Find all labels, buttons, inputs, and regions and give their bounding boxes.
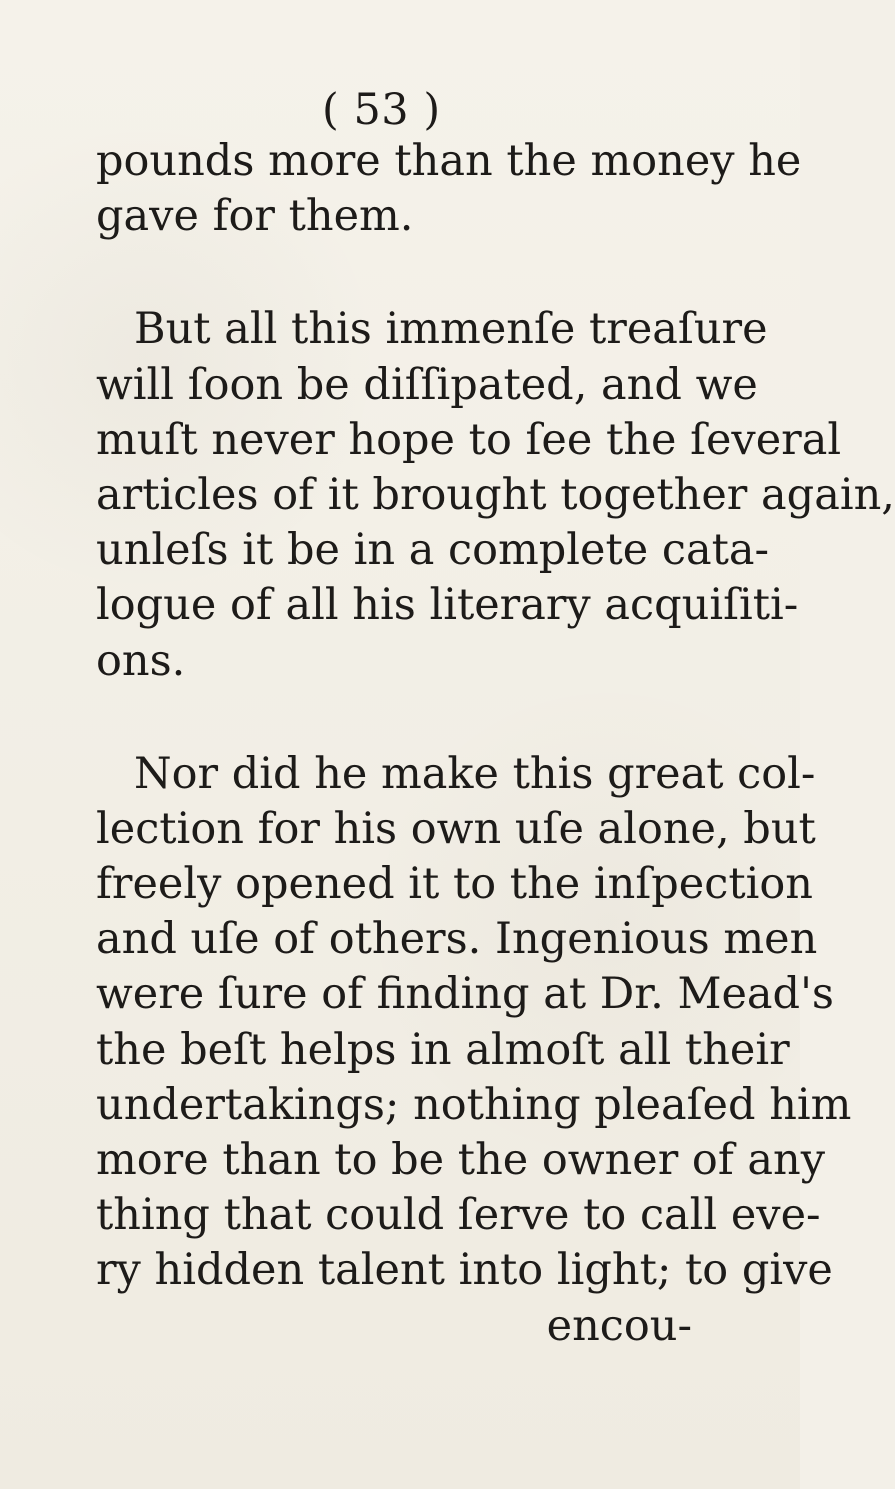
- paragraph-3: [96, 747, 852, 1354]
- paragraph-2-line-1: But all this immenſe treaſure: [134, 304, 768, 355]
- paragraph-2: [96, 302, 895, 688]
- paragraph-3-line-7: undertakings; nothing pleaſed him: [96, 1079, 852, 1130]
- paragraph-3-line-5: were ſure of finding at Dr. Mead's: [96, 969, 834, 1020]
- paragraph-2-line-2: will ſoon be diſſipated, and we: [96, 359, 758, 410]
- paragraph-3-line-1: Nor did he make this great col-: [134, 748, 816, 799]
- paragraph-3-line-4: and uſe of others. Ingenious men: [96, 914, 818, 965]
- paragraph-2-line-5: unleſs it be in a complete cata-: [96, 525, 770, 576]
- page-number: ( 53 ): [322, 85, 441, 135]
- paragraph-3-line-2: lection for his own uſe alone, but: [96, 803, 816, 854]
- paragraph-3-line-6: the beſt helps in almoſt all their: [96, 1024, 790, 1075]
- paragraph-3-line-9: thing that could ſerve to call eve-: [96, 1190, 821, 1241]
- paragraph-1-line-2: gave for them.: [96, 191, 414, 242]
- catchword: encou-: [546, 1300, 692, 1351]
- paragraph-3-line-8: more than to be the owner of any: [96, 1135, 826, 1185]
- paragraph-3-line-3: freely opened it to the inſpection: [96, 859, 813, 910]
- paragraph-2-line-4: articles of it brought together again,: [96, 469, 895, 520]
- paragraph-1: [96, 134, 802, 244]
- paragraph-2-line-7: ons.: [96, 635, 186, 686]
- paragraph-2-line-6: logue of all his literary acquiſiti-: [96, 580, 799, 631]
- paragraph-2-line-3: muſt never hope to ſee the ſeveral: [96, 414, 842, 465]
- paragraph-3-line-10: ry hidden talent into light; to give: [96, 1245, 833, 1296]
- paragraph-1-line-1: pounds more than the money he: [96, 136, 802, 186]
- page-text: [96, 134, 895, 1354]
